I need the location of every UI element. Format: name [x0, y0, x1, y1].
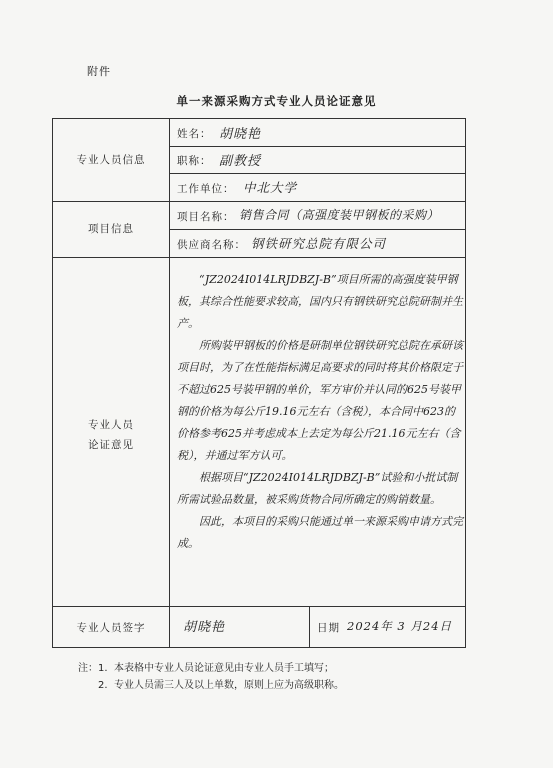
column-divider-signature — [169, 606, 170, 647]
supplier-value: 钢铁研究总院有限公司 — [251, 236, 387, 251]
row-divider-expert — [53, 201, 465, 202]
project-name-label: 项目名称： — [177, 211, 235, 223]
signature-value: 胡晓艳 — [183, 620, 226, 635]
job-title-value: 副教授 — [219, 154, 262, 169]
date-value: 2024年 3 月24日 — [347, 619, 453, 633]
opinion-label — [53, 415, 169, 455]
opinion-label-line2: 论证意见 — [88, 439, 134, 451]
note-item: 本表格中专业人员论证意见由专业人员手工填写； — [114, 663, 334, 674]
opinion-label-line1: 专业人员 — [88, 419, 134, 431]
signature-label: 专业人员签字 — [76, 622, 146, 634]
project-info-label: 项目信息 — [88, 223, 134, 235]
row-divider-project — [53, 257, 465, 258]
note-number: 1. — [98, 663, 108, 674]
work-unit-value: 中北大学 — [243, 180, 298, 195]
note-item: 专业人员需三人及以上单数，原则上应为高级职称。 — [114, 680, 344, 691]
row-divider-name — [169, 146, 465, 147]
footnotes — [78, 660, 344, 694]
row-divider-project-name — [169, 229, 465, 230]
work-unit-label: 工作单位： — [177, 183, 235, 195]
attachment-label: 附件 — [87, 65, 111, 78]
notes-prefix: 注： — [78, 663, 98, 674]
expert-info-label: 专业人员信息 — [76, 154, 146, 166]
row-divider-opinion — [53, 606, 465, 607]
column-divider — [169, 119, 170, 606]
note-number: 2. — [98, 680, 108, 691]
column-divider-date — [309, 606, 310, 647]
row-divider-title — [169, 173, 465, 174]
opinion-paragraph: 根据项目“JZ2024I014LRJDBZJ-B”试验和小批试制所需试验品数量，被采购货物合同所确定的购销数量。 — [177, 471, 458, 506]
project-name-value: 销售合同（高强度装甲钢板的采购） — [239, 208, 440, 222]
job-title-label: 职称： — [177, 155, 212, 167]
name-value: 胡晓艳 — [219, 127, 262, 142]
opinion-text — [177, 269, 463, 555]
opinion-paragraph: “JZ2024I014LRJDBZJ-B”项目所需的高强度装甲钢板，其综合性能要求较高，国内只有钢铁研究总院研制并生产。 — [177, 273, 463, 330]
opinion-paragraph: 所购装甲钢板的价格是研制单位钢铁研究总院在承研该项目时，为了在性能指标满足高要求的同时将其价格限定于不超过625号装甲钢的单价，军方审价并认同的625号装甲钢的价格为每公斤19.16元左右（含税），本合同中623的价格参考625并考虑成本上去定为每公斤21.16元左右（含税），并通过军方认可。 — [177, 339, 463, 462]
opinion-paragraph: 因此，本项目的采购只能通过单一来源采购申请方式完成。 — [177, 515, 463, 550]
date-label: 日期 — [317, 622, 340, 634]
form-title: 单一来源采购方式专业人员论证意见 — [176, 94, 377, 108]
supplier-label: 供应商名称： — [177, 239, 246, 251]
name-label: 姓名： — [177, 128, 212, 140]
argument-form — [52, 118, 466, 648]
